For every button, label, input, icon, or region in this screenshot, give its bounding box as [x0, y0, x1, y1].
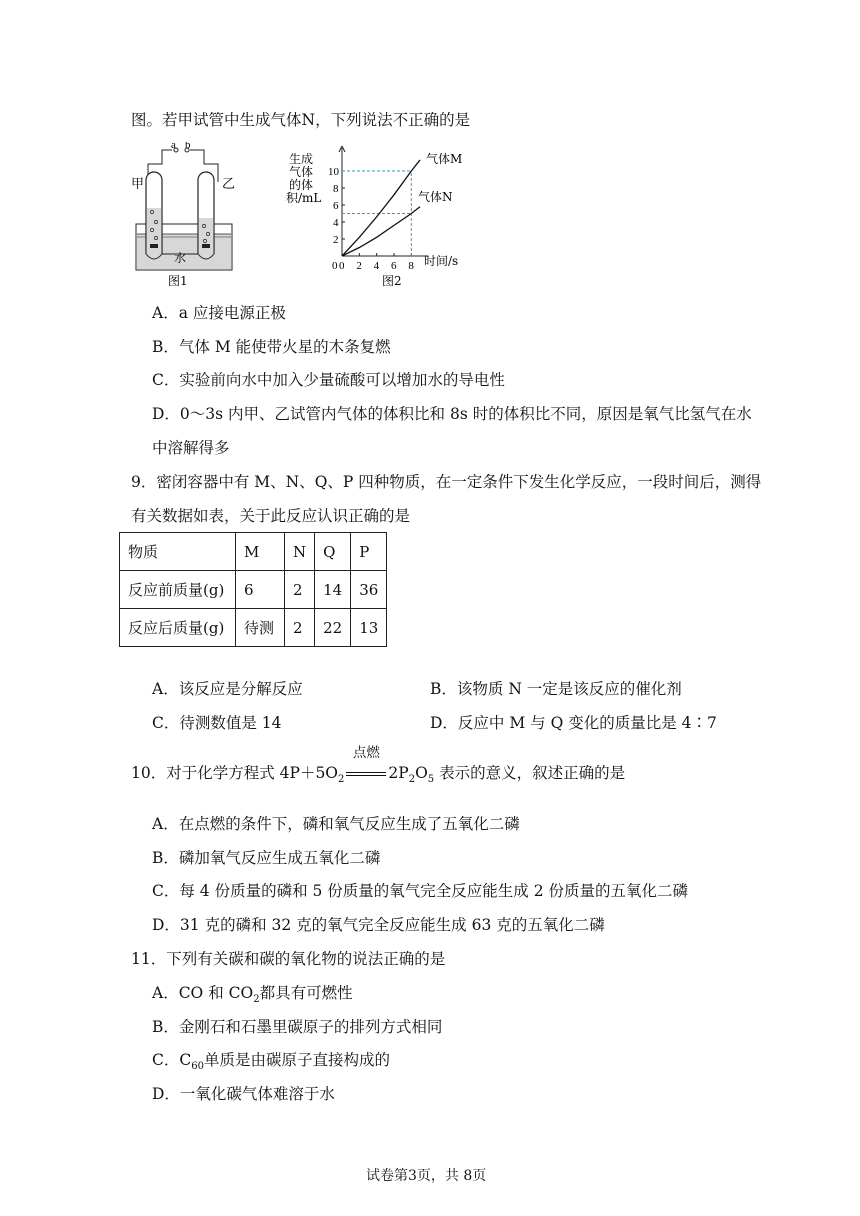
table-cell: 13 [351, 609, 387, 647]
label-b: b [185, 142, 191, 151]
o-subscript: 5 [427, 774, 435, 786]
table-cell: P [351, 533, 387, 571]
q9-data-table [119, 532, 387, 647]
q9-option-b: B．该物质 N 一定是该反应的催化剂 [430, 680, 682, 698]
q11-stem: 11．下列有关碳和碳的氧化物的说法正确的是 [131, 950, 446, 968]
q11-option-c-pre: C．C [152, 1051, 192, 1069]
q10-option-c: C．每 4 份质量的磷和 5 份质量的氧气完全反应能生成 2 份质量的五氧化二磷 [152, 882, 689, 900]
y-axis-label-line-4: 积/mL [286, 191, 322, 205]
table-cell: 2 [285, 609, 315, 647]
reaction-condition: 点燃 [352, 745, 380, 761]
q10-stem-suffix: 表示的意义，叙述正确的是 [434, 764, 626, 782]
q11-option-c-post: 单质是由碳原子直接构成的 [203, 1051, 390, 1069]
table-cell: 反应前质量(g) [120, 571, 236, 609]
co2-subscript: 2 [253, 994, 260, 1006]
table-row [120, 571, 387, 609]
figure-2-gas-volume-chart [286, 146, 482, 292]
q8-option-d-line-2: 中溶解得多 [152, 439, 230, 457]
q10-option-a: A．在点燃的条件下，磷和氧气反应生成了五氧化二磷 [152, 815, 520, 833]
q10-equation-reactants: 10．对于化学方程式 4P＋5O [131, 764, 339, 782]
table-cell: 36 [351, 571, 387, 609]
q9-stem-line-1: 9．密闭容器中有 M、N、Q、P 四种物质，在一定条件下发生化学反应，一段时间后，测得 [131, 473, 762, 491]
origin-label: 0 [332, 260, 338, 272]
x-tick-label: 4 [373, 260, 380, 272]
q11-option-c [152, 1050, 390, 1077]
x-tick-label: 6 [391, 260, 397, 272]
figure-1-electrolysis-apparatus [128, 142, 240, 290]
series-m-line [342, 160, 420, 256]
y-tick-label: 10 [328, 166, 339, 178]
q9-option-a: A．该反应是分解反应 [152, 680, 303, 698]
table-cell: N [285, 533, 315, 571]
q10-product-p: 2P [388, 764, 409, 782]
series-m-label: 气体M [426, 152, 463, 166]
q8-option-c: C．实验前向水中加入少量硫酸可以增加水的导电性 [152, 371, 505, 389]
page-footer: 试卷第3页，共 8页 [366, 1168, 487, 1184]
x-tick-label: 0 [339, 260, 345, 272]
label-jia: 甲 [131, 177, 145, 192]
label-water: 水 [174, 251, 187, 265]
figure-2-caption: 图2 [382, 274, 402, 288]
c60-subscript: 60 [191, 1061, 204, 1073]
y-axis-label-line-3: 的体 [289, 178, 314, 192]
q10-product-o: O [415, 764, 428, 782]
q8-option-d-line-1: D．0～3s 内甲、乙试管内气体的体积比和 8s 时的体积比不同，原因是氧气比氢气在水 [152, 405, 752, 423]
table-cell: 22 [315, 609, 351, 647]
table-cell: 物质 [120, 533, 236, 571]
table-cell: Q [315, 533, 351, 571]
series-n-line [342, 207, 420, 256]
table-cell: 反应后质量(g) [120, 609, 236, 647]
table-header-row [120, 533, 387, 571]
x-tick-label: 8 [408, 260, 414, 272]
q8-option-a: A．a 应接电源正极 [152, 304, 286, 322]
table-row [120, 609, 387, 647]
q11-option-a [152, 983, 353, 1010]
y-tick-label: 2 [333, 234, 339, 246]
q10-option-b: B．磷加氧气反应生成五氧化二磷 [152, 849, 381, 867]
y-tick-label: 8 [333, 183, 339, 195]
table-cell: 6 [236, 571, 285, 609]
q8-option-b: B．气体 M 能使带火星的木条复燃 [152, 338, 391, 356]
q11-option-d: D．一氧化碳气体难溶于水 [152, 1085, 335, 1103]
series-n-label: 气体N [418, 190, 453, 204]
x-axis-label: 时间/s [424, 254, 459, 268]
q11-option-b: B．金刚石和石墨里碳原子的排列方式相同 [152, 1018, 443, 1036]
double-line-equals-icon [346, 772, 386, 776]
table-cell: 14 [315, 571, 351, 609]
y-tick-label: 6 [333, 200, 339, 212]
table-cell: M [236, 533, 285, 571]
reaction-arrow [344, 745, 388, 783]
q10-option-d: D．31 克的磷和 32 克的氧气完全反应能生成 63 克的五氧化二磷 [152, 916, 605, 934]
o2-subscript: 2 [338, 774, 345, 786]
q11-option-a-pre: A．CO 和 CO [152, 984, 254, 1002]
p-subscript: 2 [408, 774, 416, 786]
table-cell: 2 [285, 571, 315, 609]
label-a: a [171, 142, 176, 151]
y-axis-label-line-1: 生成 [289, 152, 314, 166]
y-axis-label-line-2: 气体 [289, 165, 314, 179]
q10-stem [131, 745, 626, 790]
x-tick-label: 2 [356, 260, 362, 272]
table-cell: 待测 [236, 609, 285, 647]
q9-option-d: D．反应中 M 与 Q 变化的质量比是 4∶7 [430, 714, 717, 732]
y-tick-label: 4 [333, 217, 339, 229]
label-yi: 乙 [222, 177, 236, 192]
q9-stem-line-2: 有关数据如表，关于此反应认识正确的是 [131, 507, 411, 525]
question-8-tail: 图。若甲试管中生成气体N，下列说法不正确的是 [131, 111, 471, 129]
figure-1-caption: 图1 [168, 274, 188, 288]
q11-option-a-post: 都具有可燃性 [259, 984, 353, 1002]
q9-option-c: C．待测数值是 14 [152, 714, 282, 732]
